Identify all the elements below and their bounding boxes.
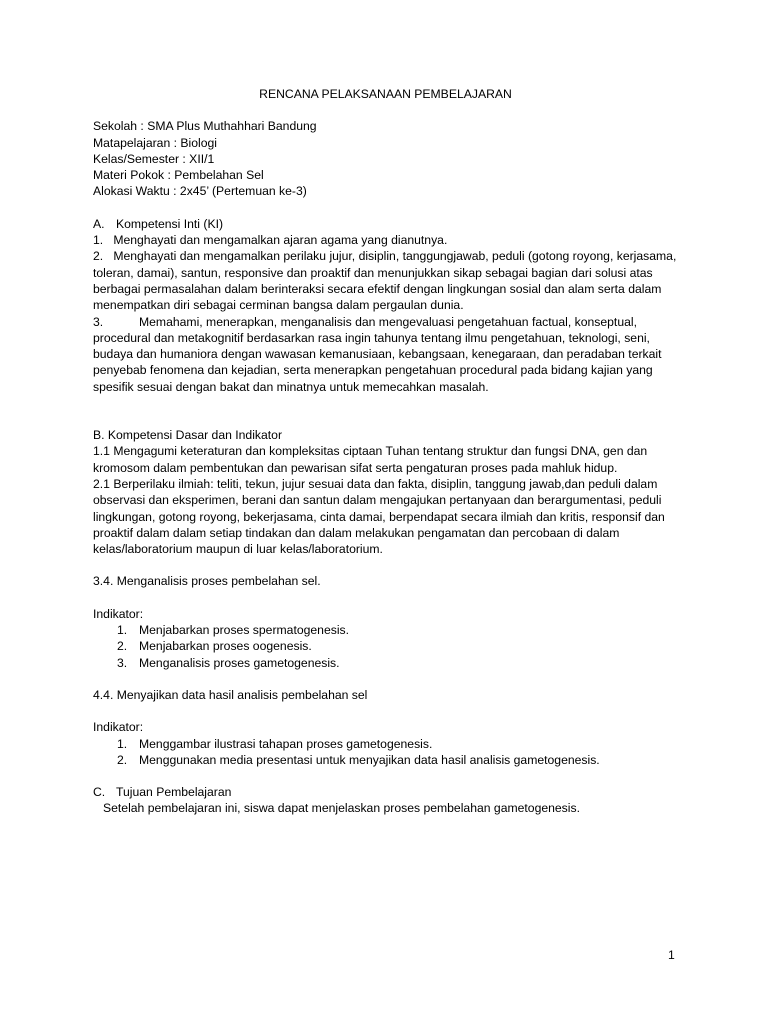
section-heading — [93, 784, 678, 800]
list-text: Menggambar ilustrasi tahapan proses gametogenesis. — [139, 736, 433, 751]
list-number: 2. — [117, 639, 128, 654]
page-number: 1 — [668, 948, 675, 962]
section-title: Tujuan Pembelajaran — [116, 785, 232, 800]
list-number: 1. — [117, 623, 128, 638]
list-number: 2. — [117, 752, 128, 767]
kd-2-1: 2.1 Berperilaku ilmiah: teliti, tekun, jujur sesuai data dan fakta, disiplin, tanggung jawab,dan peduli dalam observasi dan eksperimen, berani dan santun dalam mengajukan pertanyaan dan berargumentasi, peduli lingkungan, gotong royong, bekerjasama, cinta damai, berpendapat secara ilmiah dan kritis, responsif dan proaktif dalam dalam setiap tindakan dan dalam melakukan pengamatan dan percobaan di dalam kelas/laboratorium maupun di luar kelas/laboratorium. — [93, 476, 665, 557]
kd-3-4: 3.4. Menganalisis proses pembelahan sel. — [93, 574, 321, 589]
header-sekolah: Sekolah : SMA Plus Muthahhari Bandung — [93, 119, 317, 134]
header-kelas: Kelas/Semester : XII/1 — [93, 151, 215, 166]
ki-item-3-text: Memahami, menerapkan, menganalisis dan mengevaluasi pengetahuan factual, konseptual, procedural dan metakognitif berdasarkan rasa ingin tahunya tentang ilmu pengetahuan, teknologi, seni, budaya dan humaniora dengan wawasan kemanusiaan, kebangsaan, kenegaraan, dan peradaban terkait penyebab fenomena dan kejadian, serta menerapkan pengetahuan procedural pada bidang kajian yang spesifik sesuai dengan bakat dan minatnya untuk memecahkan masalah. — [93, 314, 662, 394]
section-heading — [93, 216, 678, 232]
tujuan-text: Setelah pembelajaran ini, siswa dapat menjelaskan proses pembelahan gametogenesis. — [103, 801, 580, 816]
list-item — [117, 655, 678, 671]
section-ki — [93, 216, 678, 395]
document-title: RENCANA PELAKSANAAN PEMBELAJARAN — [259, 87, 512, 101]
kd-4-4: 4.4. Menyajikan data hasil analisis pembelahan sel — [93, 687, 368, 702]
kd-1-1: 1.1 Mengagumi keteraturan dan kompleksitas ciptaan Tuhan tentang struktur dan fungsi DNA, gen dan kromosom dalam pembentukan dan pewarisan sifat serta pengaturan proses pada mahluk hidup. — [93, 444, 648, 475]
header-mapel: Matapelajaran : Biologi — [93, 135, 217, 150]
ki-item-3-number: 3. — [93, 314, 104, 329]
list-number: 1. — [117, 736, 128, 751]
indikator-label: Indikator: — [93, 606, 144, 621]
section-heading: B. Kompetensi Dasar dan Indikator — [93, 428, 283, 443]
list-text: Menggunakan media presentasi untuk menyajikan data hasil analisis gametogenesis. — [139, 752, 600, 767]
ki-item-2: 2. Menghayati dan mengamalkan perilaku jujur, disiplin, tanggungjawab, peduli (gotong royong, kerjasama, toleran, damai), santun, responsive dan proaktif dan menunjukkan sikap sebagai bagian dari solusi atas berbagai permasalahan dalam berinteraksi secara efektif dengan lingkungan sosial dan alam serta dalam menempatkan diri sebagai cerminan bangsa dalam pergaulan dunia. — [93, 249, 677, 313]
header-alokasi: Alokasi Waktu : 2x45’ (Pertemuan ke-3) — [93, 184, 307, 199]
section-label: A. — [93, 216, 105, 231]
section-kd — [93, 427, 678, 768]
ki-item-3 — [93, 314, 678, 395]
list-item — [117, 736, 678, 752]
list-item — [117, 622, 678, 638]
section-title: Kompetensi Inti (KI) — [116, 216, 224, 231]
header-materi: Materi Pokok : Pembelahan Sel — [93, 168, 264, 183]
ki-item-1: 1. Menghayati dan mengamalkan ajaran agama yang dianutnya. — [93, 233, 448, 248]
section-tujuan — [93, 784, 678, 817]
list-item — [117, 638, 678, 654]
list-number: 3. — [117, 655, 128, 670]
list-item — [117, 752, 678, 768]
header-block — [93, 118, 678, 199]
list-text: Menganalisis proses gametogenesis. — [139, 655, 340, 670]
indikator-label: Indikator: — [93, 720, 144, 735]
list-text: Menjabarkan proses oogenesis. — [139, 639, 312, 654]
section-label: C. — [93, 785, 106, 800]
list-text: Menjabarkan proses spermatogenesis. — [139, 623, 350, 638]
document-body — [93, 86, 678, 817]
